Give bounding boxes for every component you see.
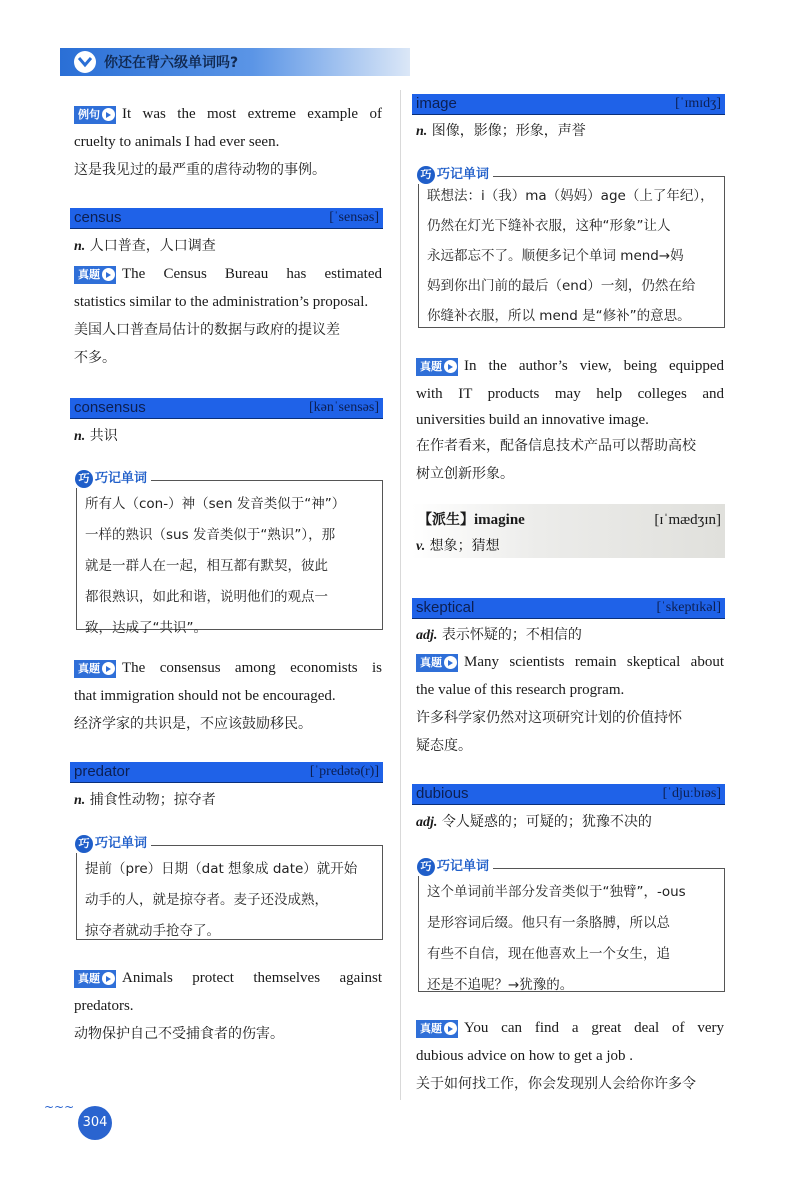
example-tag: 例句: [74, 106, 116, 124]
exam-example-skeptical-line2: the value of this research program.: [416, 682, 625, 698]
column-divider: [400, 90, 401, 1100]
definition-skeptical: adj. 表示怀疑的；不相信的: [416, 627, 582, 643]
phonetic: [ˈskeptɪkəl]: [656, 600, 721, 615]
memo-line: 所有人（con-）神（sen 发音类似于“神”）: [85, 496, 346, 512]
memo-line: 提前（pre）日期（dat 想象成 date）就开始: [85, 861, 358, 877]
exam-translation-predator: 动物保护自己不受捕食者的伤害。: [74, 1026, 284, 1042]
memo-label: 巧 巧记单词: [71, 467, 151, 488]
exam-tag: 真题: [74, 266, 116, 284]
memo-icon: 巧: [417, 858, 435, 876]
memo-line: 就是一群人在一起，相互都有默契，彼此: [85, 558, 328, 574]
exam-example-skeptical-line1: 真题 Many scientists remain skeptical about: [416, 648, 724, 676]
memo-line: 妈到你出门前的最后（end）一刻，仍然在给: [427, 278, 696, 294]
exam-translation-dubious: 关于如何找工作，你会发现别人会给你许多令: [416, 1076, 696, 1092]
phonetic: [ˈsensəs]: [329, 210, 379, 225]
headword: consensus: [74, 399, 146, 416]
exam-translation-image-2: 树立创新形象。: [416, 466, 514, 482]
exam-tag: 真题: [416, 1020, 458, 1038]
footer-decoration-icon: ~~~: [44, 1100, 75, 1114]
memo-line: 还是不追呢？→犹豫的。: [427, 977, 574, 993]
definition-dubious: adj. 令人疑惑的；可疑的；犹豫不决的: [416, 814, 652, 830]
derived-box-imagine: [412, 504, 725, 558]
exam-example-image-line3: universities build an innovative image.: [416, 412, 649, 428]
exam-translation-image-1: 在作者看来，配备信息技术产品可以帮助高校: [416, 438, 696, 454]
definition-image: n. 图像，影像；形象，声誉: [416, 123, 586, 139]
exam-tag: 真题: [416, 654, 458, 672]
headword: skeptical: [416, 599, 475, 616]
exam-example-image-line2: with IT products may help colleges and: [416, 386, 724, 402]
memo-line: 一样的熟识（sus 发音类似于“熟识”），那: [85, 527, 336, 543]
memo-line: 这个单词前半部分发音类似于“独臂”，-ous: [427, 884, 686, 900]
memo-box-image: [418, 167, 725, 328]
entry-bar-dubious: [412, 784, 725, 804]
phonetic: [ˈpredətə(r)]: [309, 764, 379, 779]
phonetic: [kənˈsensəs]: [309, 400, 379, 415]
headword: predator: [74, 763, 130, 780]
memo-line: 有些不自信，现在他喜欢上一个女生，追: [427, 946, 670, 962]
intro-example-line1: 例句 It was the most extreme example of: [74, 100, 382, 128]
exam-example-census-line2: statistics similar to the administration’s proposal.: [74, 294, 369, 310]
running-header: [60, 48, 410, 76]
memo-line: 掠夺者就动手抢夺了。: [85, 923, 220, 939]
exam-translation-skeptical-2: 疑态度。: [416, 738, 472, 754]
memo-icon: 巧: [75, 835, 93, 853]
definition-consensus: n. 共识: [74, 428, 118, 444]
page-number: 304: [78, 1106, 112, 1140]
definition-imagine: v. 想象；猜想: [416, 538, 500, 554]
exam-tag: 真题: [74, 660, 116, 678]
memo-label: 巧 巧记单词: [413, 855, 493, 876]
memo-line: 致，达成了“共识”。: [85, 620, 207, 636]
exam-translation-consensus: 经济学家的共识是，不应该鼓励移民。: [74, 716, 312, 732]
phonetic: [ˈdjuːbɪəs]: [662, 786, 721, 801]
phonetic: [ˈɪmɪdʒ]: [675, 96, 721, 111]
memo-box-dubious: [418, 859, 725, 993]
exam-example-consensus-line2: that immigration should not be encouraged.: [74, 688, 336, 704]
memo-label: 巧 巧记单词: [71, 832, 151, 853]
header-title: 你还在背六级单词吗?: [104, 55, 239, 71]
exam-example-census-line1: 真题 The Census Bureau has estimated: [74, 260, 382, 288]
memo-line: 你缝补衣服，所以 mend 是“修补”的意思。: [427, 308, 691, 324]
memo-label: 巧 巧记单词: [413, 163, 493, 184]
exam-example-predator-line2: predators.: [74, 998, 134, 1014]
exam-example-consensus-line1: 真题 The consensus among economists is: [74, 654, 382, 682]
exam-example-dubious-line1: 真题 You can find a great deal of very: [416, 1014, 724, 1042]
memo-line: 都很熟识，如此和谐，说明他们的观点一: [85, 589, 328, 605]
memo-line: 永远都忘不了。顺便多记个单词 mend→妈: [427, 248, 684, 264]
intro-example-translation: 这是我见过的最严重的虐待动物的事例。: [74, 162, 326, 178]
entry-bar-skeptical: [412, 598, 725, 618]
headword: dubious: [416, 785, 469, 802]
entry-bar-consensus: [70, 398, 383, 418]
entry-bar-predator: [70, 762, 383, 782]
memo-line: 动手的人，就是掠夺者。麦子还没成熟，: [85, 892, 328, 908]
chevron-down-icon: [74, 51, 96, 73]
memo-box-predator: [76, 836, 383, 940]
exam-translation-census-1: 美国人口普查局估计的数据与政府的提议差: [74, 322, 340, 338]
headword: census: [74, 209, 122, 226]
exam-translation-skeptical-1: 许多科学家仍然对这项研究计划的价值持怀: [416, 710, 682, 726]
exam-example-dubious-line2: dubious advice on how to get a job .: [416, 1048, 634, 1064]
derived-tag: 【派生】imagine: [418, 512, 525, 528]
memo-icon: 巧: [75, 470, 93, 488]
headword: image: [416, 95, 457, 112]
memo-icon: 巧: [417, 166, 435, 184]
memo-line: 是形容词后缀。他只有一条胳膊，所以总: [427, 915, 670, 931]
definition-census: n. 人口普查，人口调查: [74, 238, 216, 254]
exam-tag: 真题: [74, 970, 116, 988]
memo-line: 联想法：i（我）ma（妈妈）age（上了年纪），: [427, 188, 714, 204]
exam-example-predator-line1: 真题 Animals protect themselves against: [74, 964, 382, 992]
definition-predator: n. 捕食性动物；掠夺者: [74, 792, 216, 808]
exam-example-image-line1: 真题 In the author’s view, being equipped: [416, 352, 724, 380]
phonetic: [ɪˈmædʒɪn]: [654, 512, 721, 528]
intro-example-line2: cruelty to animals I had ever seen.: [74, 134, 280, 150]
entry-bar-census: [70, 208, 383, 228]
memo-box-consensus: [76, 471, 383, 636]
memo-line: 仍然在灯光下缝补衣服，这种“形象”让人: [427, 218, 671, 234]
entry-bar-image: [412, 94, 725, 114]
exam-translation-census-2: 不多。: [74, 350, 116, 366]
exam-tag: 真题: [416, 358, 458, 376]
